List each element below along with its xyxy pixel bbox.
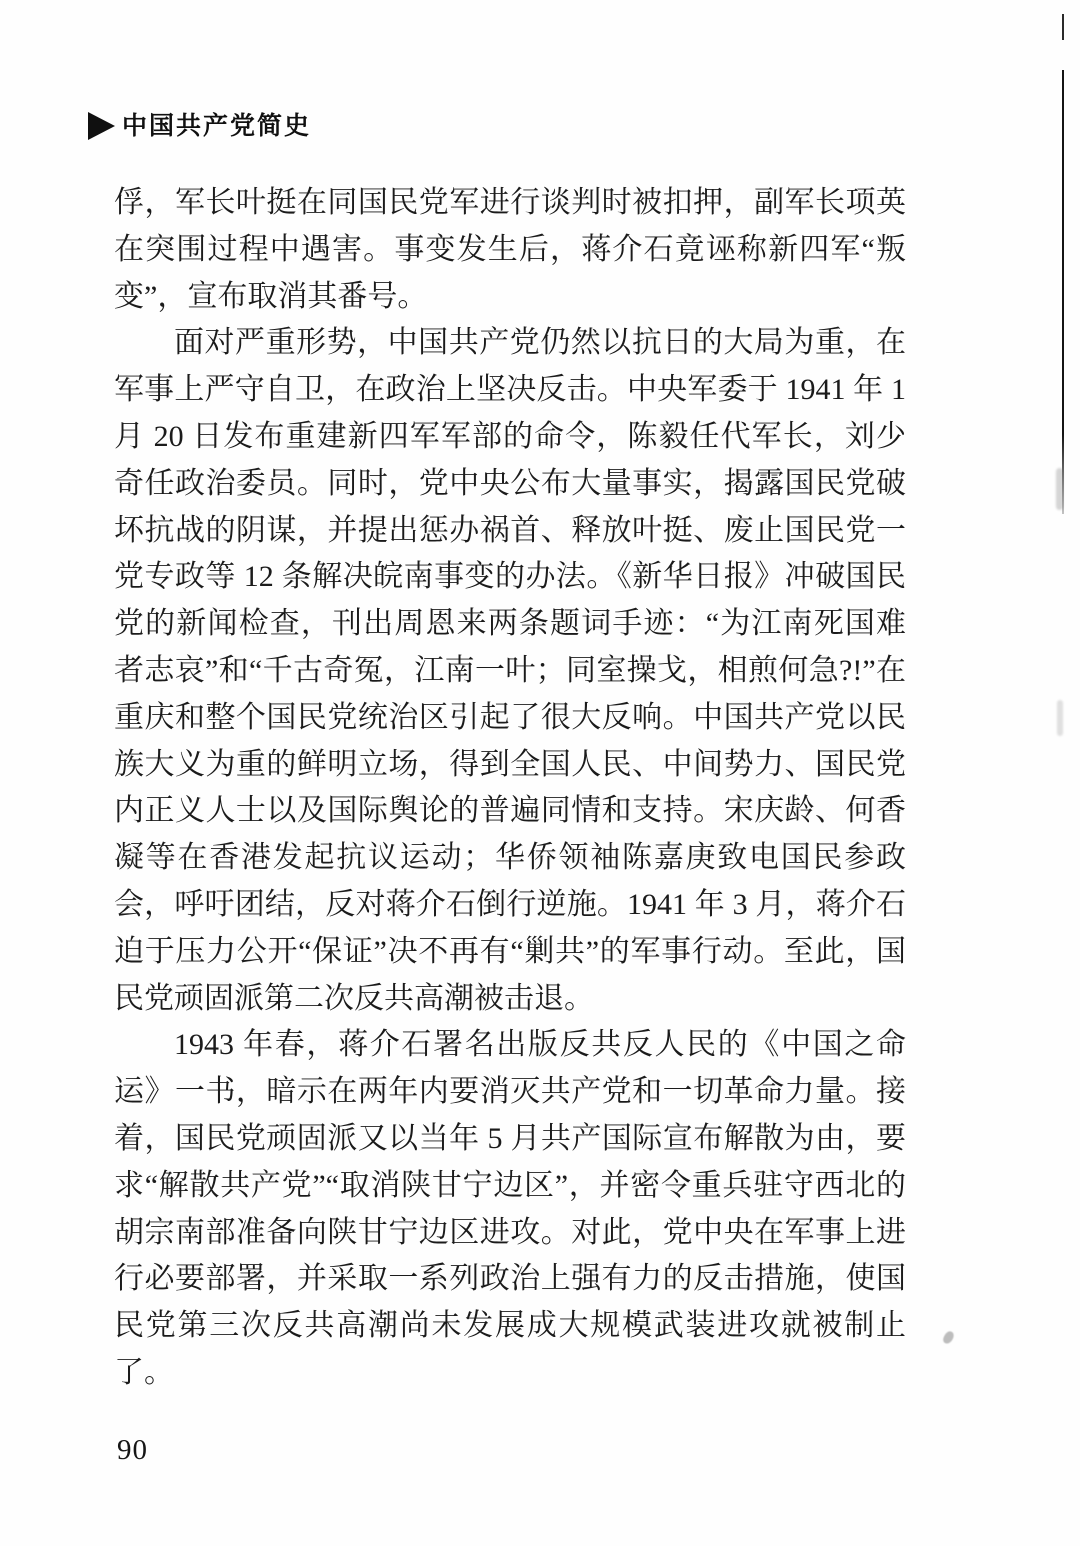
page-header <box>88 112 311 140</box>
scan-artifact-smudge <box>1056 468 1063 510</box>
body-text <box>114 180 906 1397</box>
scan-artifact-dash <box>1062 14 1064 40</box>
scan-artifact-line <box>1062 70 1064 514</box>
book-title: 中国共产党简史 <box>122 112 312 140</box>
page-number: 90 <box>117 1434 148 1466</box>
paragraph-1: 俘，军长叶挺在同国民党军进行谈判时被扣押，副军长项英在突围过程中遇害。事变发生后，蒋介石竟诬称新四军“叛变”，宣布取消其番号。 <box>114 186 906 313</box>
scan-artifact-smudge <box>1057 700 1063 736</box>
triangle-right-icon <box>88 112 115 140</box>
paragraph-2: 面对严重形势，中国共产党仍然以抗日的大局为重，在军事上严守自卫，在政治上坚决反击。中央军委于 1941 年 1 月 20 日发布重建新四军军部的命令，陈毅任代军长，刘少奇任政治委员。同时，党中央公布大量事实，揭露国民党破坏抗战的阴谋，并提出惩办祸首、释放叶挺、废止国民党一党专政等 12 条解决皖南事变的办法。《新华日报》冲破国民党的新闻检查，刊出周恩来两条题词手迹：“为江南死国难者志哀”和“千古奇冤，江南一叶；同室操戈，相煎何急?!”在重庆和整个国民党统治区引起了很大反响。中国共产党以民族大义为重的鲜明立场，得到全国人民、中间势力、国民党内正义人士以及国际舆论的普遍同情和支持。宋庆龄、何香凝等在香港发起抗议运动；华侨领袖陈嘉庚致电国民参政会，呼吁团结，反对蒋介石倒行逆施。1941 年 3 月，蒋介石迫于压力公开“保证”决不再有“剿共”的军事行动。至此，国民党顽固派第二次反共高潮被击退。 <box>114 326 906 1015</box>
paragraph-3: 1943 年春，蒋介石署名出版反共反人民的《中国之命运》一书，暗示在两年内要消灭共产党和一切革命力量。接着，国民党顽固派又以当年 5 月共产国际宣布解散为由，要求“解散共产党”“取消陕甘宁边区”，并密令重兵驻守西北的胡宗南部准备向陕甘宁边区进攻。对此，党中央在军事上进行必要部署，并采取一系列政治上强有力的反击措施，使国民党第三次反共高潮尚未发展成大规模武装进攻就被制止了。 <box>114 1028 906 1389</box>
scan-artifact-mark <box>942 1330 956 1346</box>
